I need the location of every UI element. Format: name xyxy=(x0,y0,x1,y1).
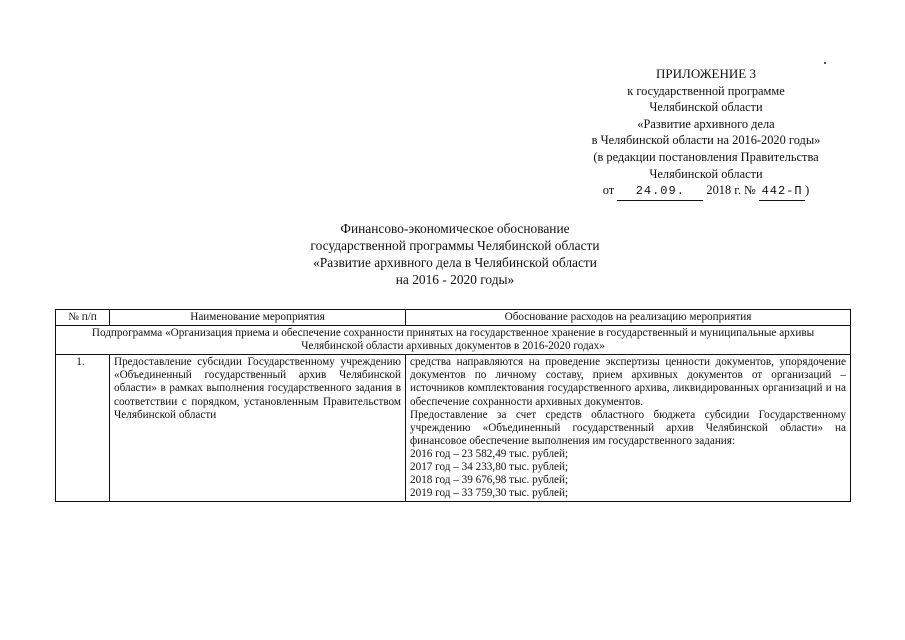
amount-line: 2016 год – 23 582,49 тыс. рублей; xyxy=(410,447,569,460)
appendix-line: Челябинской области xyxy=(649,166,763,181)
amount-line: 2017 год – 34 233,80 тыс. рублей; xyxy=(410,461,569,474)
resolution-number: 442-П xyxy=(759,183,805,201)
subprogram-row xyxy=(56,326,851,355)
scan-speck xyxy=(824,62,826,64)
closing-paren: ) xyxy=(805,183,810,198)
date-prefix: от xyxy=(602,183,615,198)
row-name: Предоставление субсидии Государственному учреждению «Объединенный государственный архив Челябинской области» в рамках выполнения государственного задания в соответствии с порядком, установленным Правительством Челябинской области xyxy=(110,355,406,502)
document-title xyxy=(230,220,680,288)
table-row xyxy=(56,355,851,502)
title-line: «Развитие архивного дела в Челябинской области xyxy=(313,255,597,270)
title-line: государственной программы Челябинской области xyxy=(310,238,600,253)
table-header-row xyxy=(56,310,851,326)
appendix-line: к государственной программе xyxy=(627,83,785,98)
header-num: № п/п xyxy=(56,310,110,326)
header-justification: Обоснование расходов на реализацию мероприятия xyxy=(406,310,851,326)
resolution-date: 24.09. xyxy=(617,183,703,201)
appendix-line: «Развитие архивного дела xyxy=(637,116,775,131)
subprogram-title: Подпрограмма «Организация приема и обеспечение сохранности принятых на государственное хранение в государственный и муниципальные архивы Челябинской области архивных документов в 2016-2020 годах» xyxy=(56,326,851,355)
appendix-line: (в редакции постановления Правительства xyxy=(593,149,819,164)
justification-table xyxy=(55,309,851,502)
appendix-line: в Челябинской области на 2016-2020 годы» xyxy=(591,133,821,148)
appendix-block xyxy=(560,66,852,201)
row-justification xyxy=(406,355,851,502)
row-num: 1. xyxy=(56,355,110,502)
amount-line: 2018 год – 39 676,98 тыс. рублей; xyxy=(410,474,569,487)
appendix-line: Челябинской области xyxy=(649,100,763,115)
justification-paragraph: Предоставление за счет средств областного бюджета субсидии Государственному учреждению «Объединенный государственный архив Челябинской области» на финансовое обеспечение выполнения им государственного задания: xyxy=(410,408,846,447)
year-text: 2018 г. № xyxy=(706,183,756,198)
header-name: Наименование мероприятия xyxy=(110,310,406,326)
justification-paragraph: средства направляются на проведение экспертизы ценности документов, упорядочение документов по личному составу, прием архивных документов от организаций – источников комплектования государственного архива, ликвидированных организаций и на обеспечение сохранности архивных документов. xyxy=(410,356,846,408)
title-line: на 2016 - 2020 годы» xyxy=(395,272,515,287)
title-line: Финансово-экономическое обоснование xyxy=(340,221,570,236)
amount-line: 2019 год – 33 759,30 тыс. рублей; xyxy=(410,487,569,500)
appendix-heading: ПРИЛОЖЕНИЕ 3 xyxy=(656,66,756,81)
resolution-date-line xyxy=(560,182,852,201)
